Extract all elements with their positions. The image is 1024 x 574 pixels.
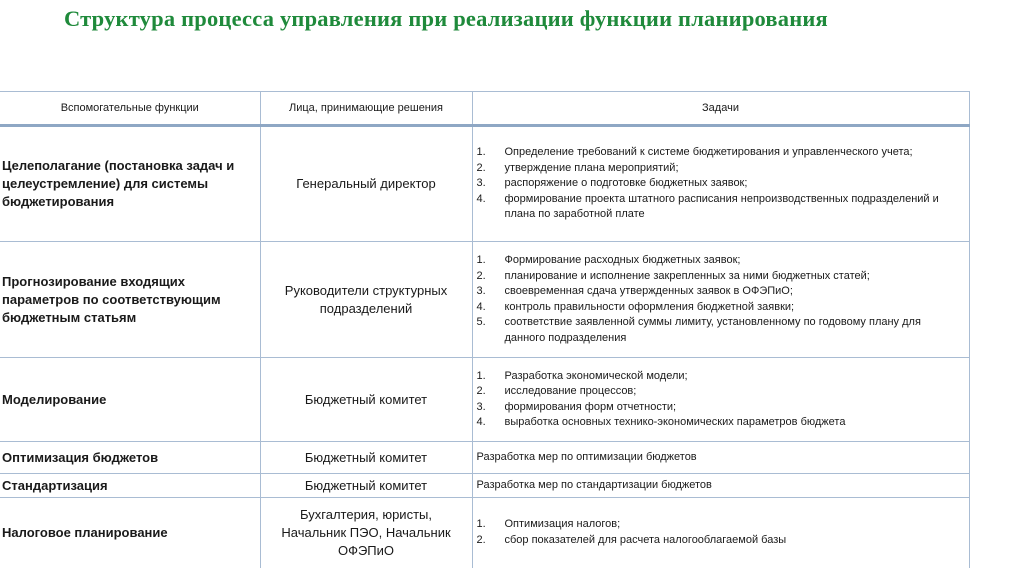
header-decision-makers: Лица, принимающие решения [260,92,472,126]
table-row [0,242,969,358]
table-row [0,474,969,498]
list-item: 2. утверждение плана мероприятий; [476,161,679,174]
list-item: 1. Разработка экономической модели; [476,369,688,382]
function-cell: Моделирование [0,358,260,442]
task-list [477,517,963,548]
list-item: 4. выработка основных технико-экономических параметров бюджета [476,416,846,428]
tasks-cell [472,126,969,242]
table-header-row [0,92,969,126]
task-list [477,145,963,223]
tasks-cell: Разработка мер по стандартизации бюджетов [472,474,969,498]
decision-makers-cell: Бухгалтерия, юристы, Начальник ПЭО, Начальник ОФЭПиО [260,498,472,568]
task-list [477,369,963,431]
planning-structure-table [0,91,970,568]
function-cell: Оптимизация бюджетов [0,442,260,474]
list-item: 4. контроль правильности оформления бюджетной заявки; [476,300,795,313]
list-item: 3. своевременная сдача утвержденных заявок в ОФЭПиО; [476,285,793,297]
list-item: 1. Оптимизация налогов; [476,518,621,531]
task-list [477,253,963,346]
function-cell: Налоговое планирование [2,524,168,540]
list-item: 2. исследование процессов; [476,385,637,397]
table-row [0,358,969,442]
function-cell: Целеполагание (постановка задач и целеустремление) для системы бюджетирования [0,126,260,242]
table-row [0,126,969,242]
decision-makers-cell: Бюджетный комитет [260,358,472,442]
tasks-cell [472,358,969,442]
list-item: 2. сбор показателей для расчета налогооблагаемой базы [476,533,787,546]
table-row [0,442,969,474]
header-tasks: Задачи [472,92,969,126]
tasks-cell [472,498,969,568]
function-cell: Прогнозирование входящих параметров по соответствующим бюджетным статьям [0,242,260,358]
decision-makers-cell: Генеральный директор [260,126,472,242]
decision-makers-cell: Руководители структурных подразделений [260,242,472,358]
list-item: 3. формирования форм отчетности; [476,400,677,413]
list-item: 5. соответствие заявленной суммы лимиту, установленному по годовому плану для данного подразделения [476,316,921,344]
decision-makers-cell: Бюджетный комитет [260,474,472,498]
page-title: Структура процесса управления при реализации функции планирования [64,6,828,31]
list-item: 1. Формирование расходных бюджетных заявок; [476,254,741,266]
decision-makers-cell: Бюджетный комитет [260,442,472,474]
header-functions: Вспомогательные функции [0,92,260,126]
tasks-cell: Разработка мер по оптимизации бюджетов [472,442,969,474]
list-item: 3. распоряжение о подготовке бюджетных заявок; [476,177,748,190]
list-item: 1. Определение требований к системе бюджетирования и управленческого учета; [476,146,913,159]
list-item: 4. формирование проекта штатного расписания непроизводственных подразделений и плана по заработной плате [476,192,939,221]
table-row [0,498,969,568]
list-item: 2. планирование и исполнение закрепленных за ними бюджетных статей; [476,269,870,282]
tasks-cell [472,242,969,358]
function-cell: Стандартизация [0,474,260,498]
